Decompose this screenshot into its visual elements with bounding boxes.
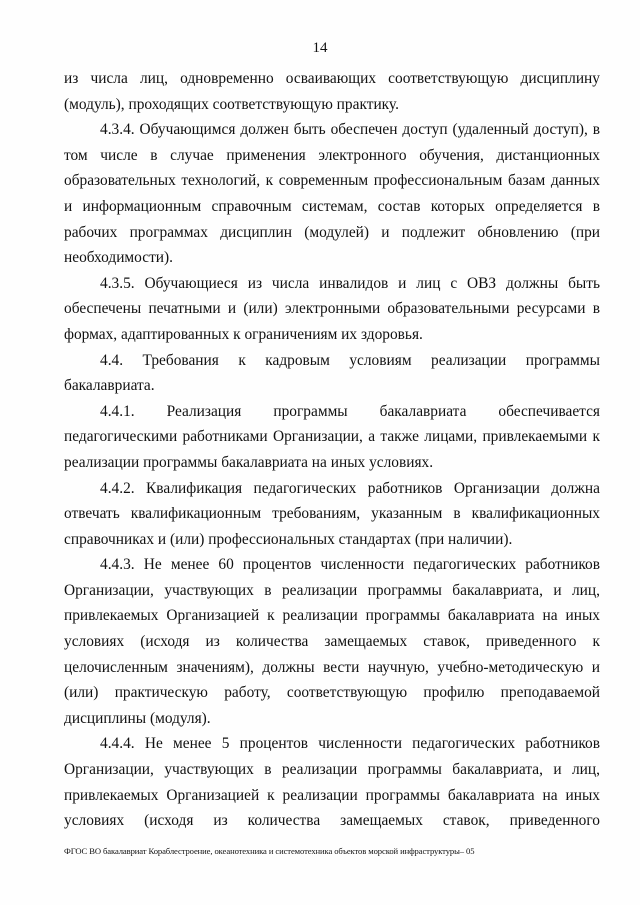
paragraph-4-4-4: 4.4.4. Не менее 5 процентов численности педагогических работников Организации, участвующих в реализации программы бакалавриата, и лиц, привлекаемых Организацией к реализации программы бакалавриата на иных условиях (исходя из количества замещаемых ставок, приведенного xyxy=(64,735,600,830)
page-number: 14 xyxy=(312,40,328,56)
section-heading-4-4: 4.4. Требования к кадровым условиям реализации программы бакалавриата. xyxy=(64,351,600,395)
paragraph-4-3-4: 4.3.4. Обучающимся должен быть обеспечен доступ (удаленный доступ), в том числе в случае применения электронного обучения, дистанционных образовательных технологий, к современным профессиональным базам данных и информационным справочным системам, состав которых определяется в рабочих программах дисциплин (модулей) и подлежит обновлению (при необходимости). xyxy=(64,121,600,267)
page-body xyxy=(64,66,600,834)
paragraph-4-3-5: 4.3.5. Обучающиеся из числа инвалидов и лиц с ОВЗ должны быть обеспечены печатными и (или) электронными образовательными ресурсами в формах, адаптированных к ограничениям их здоровья. xyxy=(64,274,600,343)
paragraph-continuation: из числа лиц, одновременно осваивающих соответствующую дисциплину (модуль), проходящих соответствующую практику. xyxy=(64,70,600,113)
page-footer: ФГОС ВО бакалавриат Кораблестроение, океанотехника и системотехника объектов морской инфраструктуры– 05 xyxy=(64,846,475,856)
paragraph-4-4-3: 4.4.3. Не менее 60 процентов численности педагогических работников Организации, участвующих в реализации программы бакалавриата, и лиц, привлекаемых Организацией к реализации программы бакалавриата на иных условиях (исходя из количества замещаемых ставок, приведенного к целочисленным значениям), должны вести научную, учебно-методическую и (или) практическую работу, соответствующую профилю преподаваемой дисциплины (модуля). xyxy=(64,556,600,727)
paragraph-4-4-1: 4.4.1. Реализация программы бакалавриата обеспечивается педагогическими работниками Организации, а также лицами, привлекаемыми к реализации программы бакалавриата на иных условиях. xyxy=(64,402,600,471)
paragraph-4-4-2: 4.4.2. Квалификация педагогических работников Организации должна отвечать квалификационным требованиям, указанным в квалификационных справочниках и (или) профессиональных стандартах (при наличии). xyxy=(64,479,600,548)
